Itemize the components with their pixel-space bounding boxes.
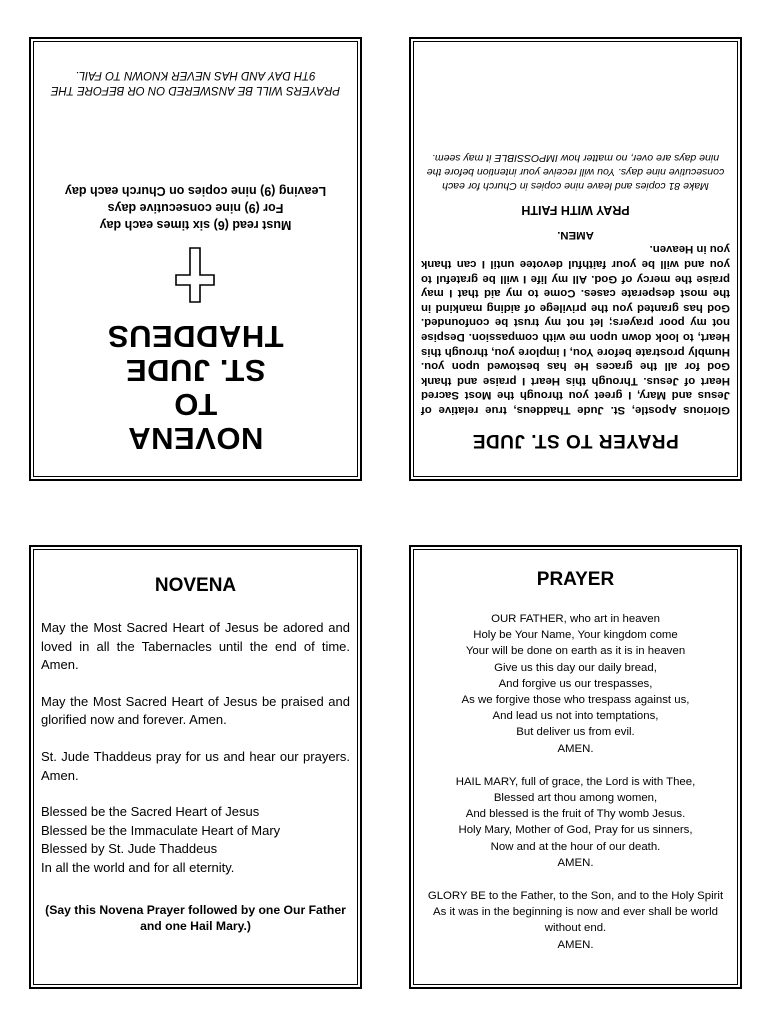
cover-instructions xyxy=(49,182,342,233)
novena-content xyxy=(31,547,360,987)
glory-be-prayer xyxy=(419,888,732,953)
st-jude-amen: AMEN. xyxy=(557,228,594,241)
prayer-content xyxy=(411,547,740,987)
hail-mary-line: Blessed art thou among women, xyxy=(493,792,658,805)
our-father-line: But deliver us from evil. xyxy=(516,726,635,739)
glory-be-amen: AMEN. xyxy=(557,938,594,951)
st-jude-title: PRAYER TO ST. JUDE xyxy=(472,430,679,451)
cover-instruction-2: For (9) nine consecutive days xyxy=(107,201,284,215)
our-father-amen: AMEN. xyxy=(557,742,594,755)
cross-icon xyxy=(176,247,216,303)
prayer-card xyxy=(409,545,742,989)
prayer-to-st-jude-card xyxy=(409,37,742,481)
cover-title-line-3: ST. JUDE THADDEUS xyxy=(107,319,284,388)
novena-paragraph-3: St. Jude Thaddeus pray for us and hear our prayers. Amen. xyxy=(41,748,350,783)
blessed-line-2: Blessed be the Immaculate Heart of Mary xyxy=(41,822,281,838)
our-father-line: Your will be done on earth as it is in heaven xyxy=(465,645,686,658)
novena-instruction-note: (Say this Novena Prayer followed by one Our Father and one Hail Mary.) xyxy=(45,902,346,934)
prayer-to-st-jude-content xyxy=(411,39,740,479)
hail-mary-prayer xyxy=(419,774,732,871)
novena-title: NOVENA xyxy=(154,575,237,596)
hail-mary-line: Holy Mary, Mother of God, Pray for us sinners, xyxy=(458,824,693,837)
hail-mary-line: Now and at the hour of our death. xyxy=(490,840,661,853)
st-jude-instructions: Make 81 copies and leave nine copies in Church for each consecutive nine days. You will receive your intention before the nine days are over, no matter how IMPOSSIBLE it may seem. xyxy=(426,151,725,192)
our-father-line: And lead us not into temptations, xyxy=(492,710,659,723)
cover-instruction-1: Must read (6) six times each day xyxy=(99,218,292,232)
glory-be-line: without end. xyxy=(544,922,607,935)
our-father-prayer xyxy=(419,611,732,757)
our-father-line: And forgive us our trespasses, xyxy=(498,677,653,690)
our-father-line: As we forgive those who trespass against us, xyxy=(461,694,690,707)
novena-paragraph-1: May the Most Sacred Heart of Jesus be adored and loved in all the Tabernacles until the end of time. Amen. xyxy=(41,620,350,673)
blessed-line-4: In all the world and for all eternity. xyxy=(41,859,235,875)
pray-with-faith-heading: PRAY WITH FAITH xyxy=(521,203,630,218)
our-father-line: Holy be Your Name, Your kingdom come xyxy=(473,629,678,642)
hail-mary-line: HAIL MARY, full of grace, the Lord is with Thee, xyxy=(455,775,696,788)
blessed-litany xyxy=(41,803,350,877)
blessed-line-1: Blessed be the Sacred Heart of Jesus xyxy=(41,804,260,820)
cover-title xyxy=(49,319,342,455)
novena-cover-content xyxy=(31,39,360,479)
hail-mary-amen: AMEN. xyxy=(557,856,594,869)
blessed-line-3: Blessed by St. Jude Thaddeus xyxy=(41,841,218,857)
cover-title-line-2: TO xyxy=(173,387,218,422)
glory-be-line: GLORY BE to the Father, to the Son, and to the Holy Spirit xyxy=(427,890,724,903)
hail-mary-line: And blessed is the fruit of Thy womb Jesus. xyxy=(465,808,686,821)
novena-paragraph-2: May the Most Sacred Heart of Jesus be praised and glorified now and forever. Amen. xyxy=(41,693,350,728)
cover-title-line-1: NOVENA xyxy=(127,421,264,456)
novena-cover-card xyxy=(29,37,362,481)
cover-promise: PRAYERS WILL BE ANSWERED ON OR BEFORE THE 9TH DAY AND HAS NEVER KNOWN TO FAIL. xyxy=(50,69,341,96)
our-father-line: OUR FATHER, who art in heaven xyxy=(491,613,660,625)
st-jude-prayer-text: Glorious Apostle, St. Jude Thaddeus, true relative of Jesus and Mary, I greet you through the Most Sacred Heart of Jesus. Through this Heart I praise and thank God for all the graces He has bestowed upon you. Humbly prostrate before You, I implore you, through this Heart, to look down upon me with compassion. Despise not my poor prayers; let not my trust be confounded. God has granted you the privilege of aiding mankind in the most desperate cases. Come to my aid that I may praise the mercy of God. All my life I will be grateful to you and will be your faithful devotee until I can thank you in Heaven. xyxy=(421,243,730,416)
prayer-title: PRAYER xyxy=(536,569,615,590)
cover-instruction-3: Leaving (9) nine copies on Church each day xyxy=(64,184,327,198)
our-father-line: Give us this day our daily bread, xyxy=(494,661,657,674)
glory-be-line: As it was in the beginning is now and ever shall be world xyxy=(433,906,718,919)
novena-card xyxy=(29,545,362,989)
